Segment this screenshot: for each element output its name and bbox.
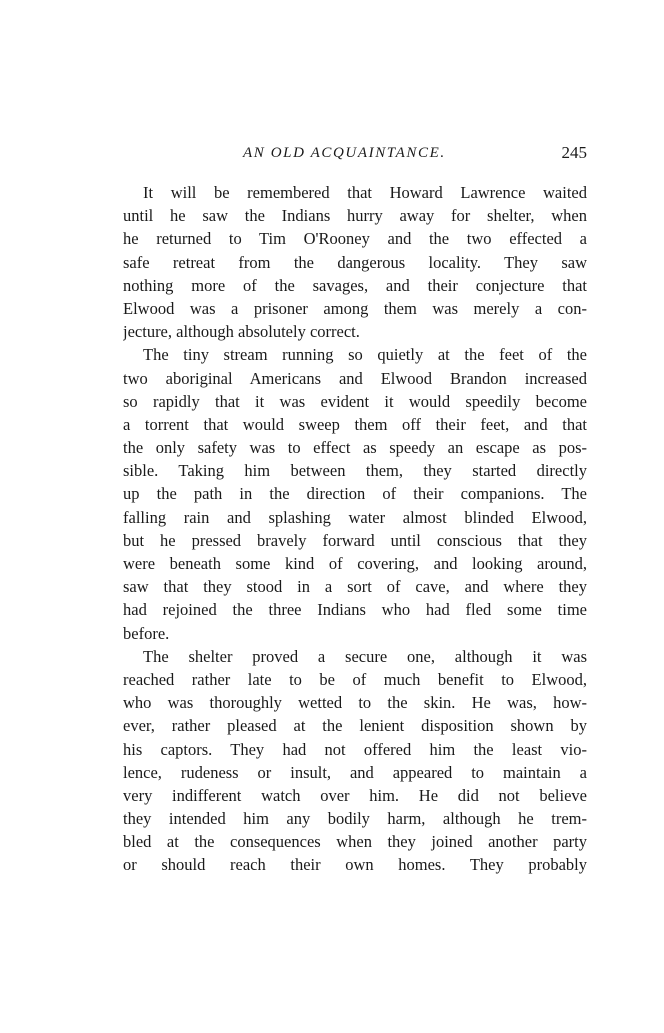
text-line: or should reach their own homes. They probably <box>123 855 587 875</box>
text-line: saw that they stood in a sort of cave, and where they <box>123 577 587 597</box>
text-line: before. <box>123 623 170 643</box>
text-line: until he saw the Indians hurry away for shelter, when <box>123 206 587 226</box>
text-line: but he pressed bravely forward until conscious that they <box>123 530 587 550</box>
text-line: falling rain and splashing water almost blinded Elwood, <box>123 507 587 527</box>
text-line: who was thoroughly wetted to the skin. He was, how- <box>123 693 587 713</box>
text-line: had rejoined the three Indians who had fled some time <box>123 600 587 620</box>
text-line: two aboriginal Americans and Elwood Brandon increased <box>123 368 587 388</box>
text-line: they intended him any bodily harm, although he trem- <box>123 809 587 829</box>
text-line: jecture, although absolutely correct. <box>123 322 360 342</box>
text-line: were beneath some kind of covering, and looking around, <box>123 554 587 573</box>
text-line: sible. Taking him between them, they started directly <box>123 461 587 481</box>
text-line: It will be remembered that Howard Lawrence waited <box>143 183 587 202</box>
text-line: so rapidly that it was evident it would speedily become <box>123 391 587 411</box>
text-line: The tiny stream running so quietly at the feet of the <box>143 345 587 365</box>
text-line: nothing more of the savages, and their conjecture that <box>123 275 587 295</box>
text-line: ever, rather pleased at the lenient disposition shown by <box>123 716 587 736</box>
text-line: safe retreat from the dangerous locality. They saw <box>123 252 587 272</box>
text-line: a torrent that would sweep them off their feet, and that <box>123 414 587 434</box>
running-head <box>123 143 587 167</box>
text-line: reached rather late to be of much benefit to Elwood, <box>123 669 587 689</box>
text-line: he returned to Tim O'Rooney and the two effected a <box>123 229 587 249</box>
text-line: The shelter proved a secure one, although it was <box>143 646 587 666</box>
text-line: the only safety was to effect as speedy an escape as pos- <box>123 438 587 458</box>
text-line: his captors. They had not offered him the least vio- <box>123 739 587 759</box>
text-line: Elwood was a prisoner among them was merely a con- <box>123 298 587 318</box>
body-text <box>123 181 587 877</box>
text-line: bled at the consequences when they joined another party <box>123 832 587 852</box>
text-line: lence, rudeness or insult, and appeared to maintain a <box>123 762 587 782</box>
running-title: AN OLD ACQUAINTANCE. <box>243 145 446 161</box>
text-line: very indifferent watch over him. He did not believe <box>123 785 587 805</box>
text-line: up the path in the direction of their companions. The <box>123 484 587 504</box>
page-number: 245 <box>561 143 587 162</box>
